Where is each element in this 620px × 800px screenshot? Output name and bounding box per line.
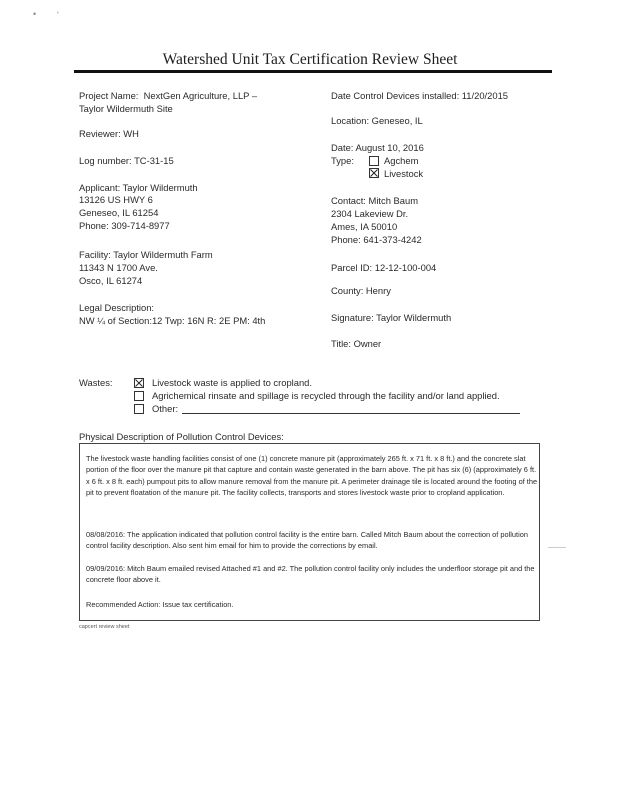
- description-paragraph: Recommended Action: Issue tax certification.: [86, 600, 234, 609]
- applicant-line: Applicant: Taylor Wildermuth: [79, 182, 198, 193]
- contact-line: 2304 Lakeview Dr.: [331, 208, 409, 219]
- applicant-line: 13126 US HWY 6: [79, 194, 153, 205]
- signature-field: Signature: Taylor Wildermuth: [331, 312, 452, 323]
- applicant-line: Phone: 309-714-8977: [79, 220, 170, 231]
- description-box: [79, 443, 540, 621]
- title-rule: [74, 70, 552, 73]
- contact-line: Contact: Mitch Baum: [331, 195, 419, 206]
- page-title: Watershed Unit Tax Certification Review Sheet: [162, 51, 458, 68]
- reviewer-field: Reviewer: WH: [79, 128, 139, 139]
- legal-description-value: NW ¼ of Section:12 Twp: 16N R: 2E PM: 4th: [79, 315, 266, 326]
- log-number-field: Log number: TC-31-15: [79, 155, 174, 166]
- date-field: Date: August 10, 2016: [331, 142, 424, 153]
- project-name-field: [79, 90, 257, 102]
- waste-other-checkbox[interactable]: [134, 404, 144, 414]
- footer-note: capcert review sheet: [79, 624, 130, 630]
- scan-speck: ': [57, 10, 59, 20]
- county-field: County: Henry: [331, 285, 391, 296]
- location-field: Location: Geneseo, IL: [331, 115, 423, 126]
- type-livestock-checkbox[interactable]: [369, 168, 379, 178]
- scan-speck: •: [33, 9, 37, 19]
- facility-line: 11343 N 1700 Ave.: [79, 262, 158, 273]
- project-name-value: NextGen Agriculture, LLP –: [143, 90, 258, 101]
- type-agchem-label: Agchem: [384, 155, 419, 166]
- waste-livestock-label: Livestock waste is applied to cropland.: [152, 377, 312, 388]
- parcel-id-field: Parcel ID: 12-12-100-004: [331, 262, 437, 273]
- description-heading: Physical Description of Pollution Control Devices:: [79, 431, 284, 442]
- check-x-icon: [135, 379, 143, 387]
- description-paragraph: 09/09/2016: Mitch Baum emailed revised Attached #1 and #2. The pollution control facility only includes the underfloor storage pit and the concrete floor above it.: [86, 564, 535, 585]
- description-paragraph: The livestock waste handling facilities consist of one (1) concrete manure pit (approximately 265 ft. x 71 ft. x 8 ft.) and the concrete slat portion of the floor over the manure pit that capture and contain waste generated in the barn above. The pit has six (6) (approximately 6 ft. x 6 ft. x 8 ft. each) pumpout pits to allow manure removal from the manure pit. A perimeter drainage tile is located around the footing of the pit to prevent floatation of the manure pit. The facility collects, transports and stores livestock waste prior to cropland application.: [86, 454, 538, 498]
- applicant-line: Geneseo, IL 61254: [79, 207, 159, 218]
- project-name-value-line2: Taylor Wildermuth Site: [79, 103, 173, 114]
- type-agchem-checkbox[interactable]: [369, 156, 379, 166]
- waste-other-label: Other:: [152, 403, 179, 414]
- facility-line: Facility: Taylor Wildermuth Farm: [79, 249, 213, 260]
- type-livestock-label: Livestock: [384, 168, 424, 179]
- project-name-label: Project Name:: [79, 90, 139, 101]
- waste-agrichemical-label: Agrichemical rinsate and spillage is recycled through the facility and/or land applied.: [152, 390, 500, 401]
- check-x-icon: [370, 169, 378, 177]
- waste-livestock-checkbox[interactable]: [134, 378, 144, 388]
- date-installed-field: Date Control Devices installed: 11/20/2015: [331, 90, 509, 101]
- facility-line: Osco, IL 61274: [79, 275, 143, 286]
- contact-line: Phone: 641-373-4242: [331, 234, 422, 245]
- scan-mark: [548, 547, 566, 548]
- contact-line: Ames, IA 50010: [331, 221, 398, 232]
- type-label: Type:: [331, 155, 354, 166]
- description-paragraph: 08/08/2016: The application indicated that pollution control facility is the entire barn. Called Mitch Baum about the correction of pollution control facility description. Also sent him email for him to provide the corrections by email.: [86, 530, 528, 551]
- legal-description-label: Legal Description:: [79, 302, 155, 313]
- other-blank-line: [182, 413, 520, 414]
- wastes-label: Wastes:: [79, 377, 113, 388]
- title-field: Title: Owner: [331, 338, 382, 349]
- waste-agrichemical-checkbox[interactable]: [134, 391, 144, 401]
